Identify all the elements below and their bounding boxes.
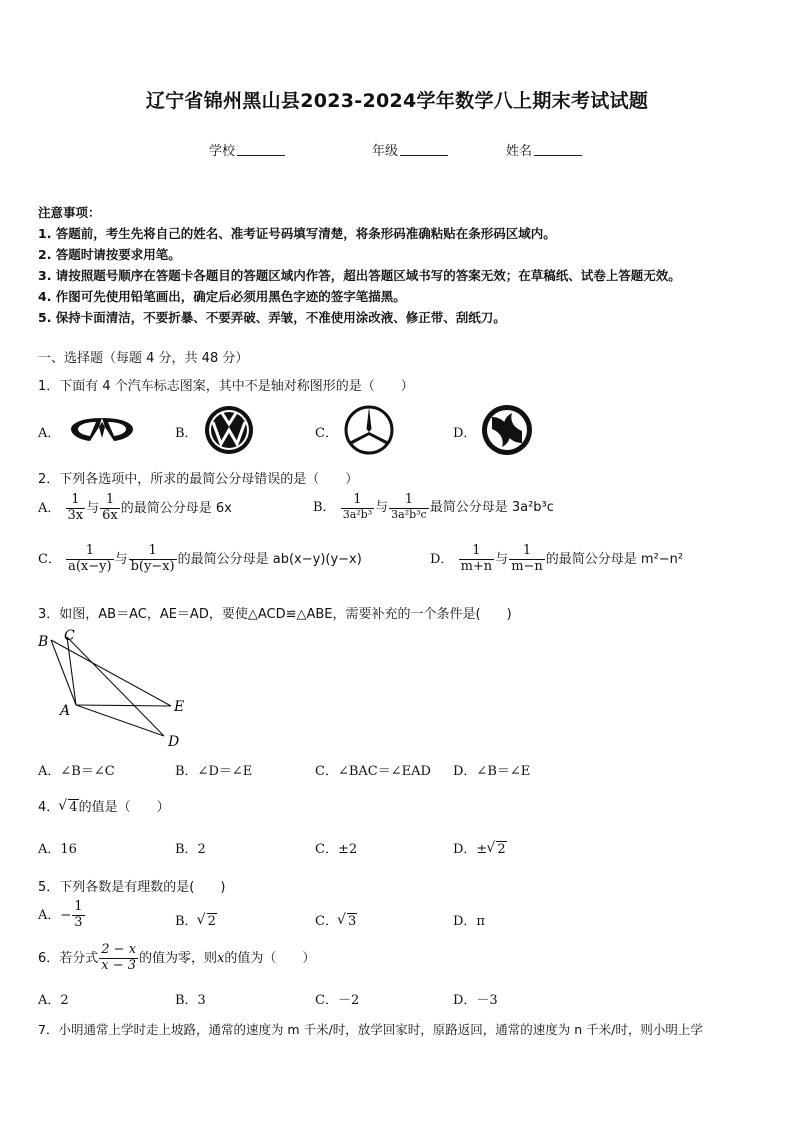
segment-be xyxy=(51,640,171,706)
q2-c-f1-num: 1 xyxy=(85,543,94,558)
q1-option-d-label: D． xyxy=(453,426,477,441)
q2-d-f2-num: 1 xyxy=(522,543,532,558)
segment-ae xyxy=(76,705,171,706)
q4-option-d xyxy=(453,838,507,857)
q1-option-b-label: B． xyxy=(175,426,198,441)
segment-cd xyxy=(67,637,164,736)
q2-option-b xyxy=(313,493,554,522)
q2-c-tail: 的最简公分母是 ab(x−y)(y−x) xyxy=(177,551,362,567)
q1-option-a-label: A． xyxy=(38,426,61,441)
q6-option-d: D．－3 xyxy=(453,993,498,1008)
q5-c-sqrt xyxy=(338,914,357,929)
q2-c-fraction-2 xyxy=(129,544,177,575)
q2-a-f1-den: 3x xyxy=(67,507,84,523)
q2-b-fraction-2 xyxy=(389,493,429,522)
note-item-3: 3. 请按照题号顺序在答题卡各题目的答题区域内作答，超出答题区域书写的答案无效；在草稿纸、试卷上答题无效。 xyxy=(38,268,681,283)
q6-mid: 的值为零，则 xyxy=(139,950,218,966)
q2-d-label: D． xyxy=(430,551,454,567)
q6-option-c: C．－2 xyxy=(315,993,360,1008)
volkswagen-logo-icon xyxy=(204,405,254,455)
notes-heading: 注意事项： xyxy=(38,205,101,220)
q5-a-fraction xyxy=(72,900,84,931)
triangle-figure xyxy=(34,626,194,752)
q2-option-c xyxy=(38,544,362,575)
q6-fraction xyxy=(99,943,138,974)
q2-d-mid: 与 xyxy=(495,551,509,567)
q2-c-fraction-1 xyxy=(66,544,113,575)
q2-a-mid: 与 xyxy=(86,500,100,516)
point-label-b: B xyxy=(38,634,49,650)
q6-var: x xyxy=(217,950,225,966)
q2-b-f2-den: 3a²b³c xyxy=(391,507,427,521)
q2-d-fraction-2 xyxy=(509,544,545,575)
segment-ad xyxy=(76,705,164,736)
mercedes-logo-icon xyxy=(343,404,395,456)
q2-a-label: A． xyxy=(38,500,61,516)
infiniti-logo-icon xyxy=(68,410,136,448)
q4-radicand: 4 xyxy=(69,800,78,815)
school-label: 学校 xyxy=(209,144,236,159)
grade-field[interactable] xyxy=(372,140,448,159)
q2-c-f1-den: a(x−y) xyxy=(68,558,112,574)
grade-blank[interactable] xyxy=(400,143,448,156)
q6-option-a: A．2 xyxy=(38,993,69,1008)
q2-b-label: B． xyxy=(313,499,336,515)
q2-a-f2-den: 6x xyxy=(102,507,118,523)
q2-a-f1-num: 1 xyxy=(71,492,80,507)
q6-option-b: B．3 xyxy=(175,993,206,1008)
name-blank[interactable] xyxy=(534,143,582,156)
q2-d-f2-den: m−n xyxy=(511,558,543,574)
note-item-5: 5. 保持卡面清洁，不要折暴、不要弄破、弄皱，不准使用涂改液、修正带、刮纸刀。 xyxy=(38,310,506,325)
q2-d-tail: 的最简公分母是 m²−n² xyxy=(545,551,684,567)
q2-a-fraction-1 xyxy=(66,493,86,524)
point-label-e: E xyxy=(174,699,185,715)
q5-option-d: D．π xyxy=(453,914,485,929)
q3-option-b: B．∠D＝∠E xyxy=(175,764,253,779)
q5-a-label: A．− xyxy=(38,907,72,923)
q2-b-f2-num: 1 xyxy=(404,492,414,507)
q1-option-c-label: C． xyxy=(315,426,338,441)
q2-b-fraction-1 xyxy=(341,493,374,522)
q2-c-mid: 与 xyxy=(114,551,128,567)
q3-option-d: D．∠B＝∠E xyxy=(453,764,531,779)
grade-label: 年级 xyxy=(372,144,399,159)
note-item-1: 1. 答题前，考生先将自己的姓名、准考证号码填写清楚，将条形码准确粘贴在条形码区域内。 xyxy=(38,226,556,241)
q2-d-fraction-1 xyxy=(459,544,495,575)
question-6-stem xyxy=(38,943,315,974)
q6-prefix: 6．若分式 xyxy=(38,950,99,966)
question-5-stem: 5．下列各数是有理数的是( ) xyxy=(38,880,226,895)
q4-d-label: D．± xyxy=(453,842,488,857)
q2-d-f1-num: 1 xyxy=(472,543,481,558)
q4-option-a: A．16 xyxy=(38,842,77,857)
section-heading: 一、选择题（每题 4 分，共 48 分） xyxy=(38,351,249,366)
question-7-stem: 7．小明通常上学时走上坡路，通常的速度为 m 千米/时，放学回家时，原路返回，通常的速度为 n 千米/时，则小明上学 xyxy=(38,1022,703,1037)
q5-c-radicand: 3 xyxy=(347,914,357,929)
q5-b-sqrt xyxy=(198,914,217,929)
q2-a-fraction-2 xyxy=(100,493,120,524)
q4-option-c: C．±2 xyxy=(315,842,358,857)
q5-a-num: 1 xyxy=(74,899,83,914)
page-title: 辽宁省锦州黑山县2023-2024学年数学八上期末考试试题 xyxy=(145,90,649,112)
q5-option-c xyxy=(315,910,357,929)
q2-c-label: C． xyxy=(38,551,61,567)
q4-d-radicand: 2 xyxy=(497,842,506,857)
q2-d-f1-den: m+n xyxy=(460,558,493,574)
point-label-a: A xyxy=(60,703,71,719)
q5-c-label: C． xyxy=(315,914,338,929)
q6-num: 2 − x xyxy=(101,942,137,957)
question-2-stem: 2．下列各选项中，所求的最简公分母错误的是（ ） xyxy=(38,472,359,487)
q4-sqrt xyxy=(59,800,78,815)
q2-b-f1-den: 3a²b³ xyxy=(342,507,373,521)
q5-option-a xyxy=(38,900,86,931)
q2-c-f2-den: b(y−x) xyxy=(130,558,175,574)
q6-suffix: 的值为（ ） xyxy=(224,950,316,966)
school-blank[interactable] xyxy=(237,143,285,156)
q5-b-label: B． xyxy=(175,914,198,929)
q4-option-b: B．2 xyxy=(175,842,206,857)
q2-option-a xyxy=(38,493,232,524)
q5-a-den: 3 xyxy=(74,914,83,930)
q2-a-tail: 的最简公分母是 6x xyxy=(120,500,232,516)
name-label: 姓名 xyxy=(506,144,533,159)
q2-c-f2-num: 1 xyxy=(148,543,157,558)
q2-b-tail: 最简公分母是 3a²b³c xyxy=(429,499,554,515)
point-label-c: C xyxy=(64,628,75,644)
note-item-4: 4. 作图可先使用铅笔画出，确定后必须用黑色字迹的签字笔描黑。 xyxy=(38,289,406,304)
q5-option-b xyxy=(175,910,217,929)
q4-prefix: 4． xyxy=(38,800,60,815)
question-4-stem xyxy=(38,796,170,815)
q3-option-a: A．∠B＝∠C xyxy=(38,764,115,779)
q6-den: x − 3 xyxy=(101,957,137,973)
question-1-stem: 1．下面有 4 个汽车标志图案，其中不是轴对称图形的是（ ） xyxy=(38,379,414,394)
question-3-stem: 3．如图，AB＝AC，AE＝AD，要使△ACD≌△ABE，需要补充的一个条件是( ) xyxy=(38,607,512,622)
q5-b-radicand: 2 xyxy=(207,914,216,929)
q2-b-mid: 与 xyxy=(375,499,389,515)
name-field[interactable] xyxy=(506,140,582,159)
dongfeng-logo-icon xyxy=(480,403,534,457)
q2-option-d xyxy=(430,544,683,575)
q2-b-f1-num: 1 xyxy=(353,492,362,507)
q4-d-sqrt xyxy=(487,842,506,857)
school-field[interactable] xyxy=(209,140,285,159)
q3-option-c: C．∠BAC＝∠EAD xyxy=(315,764,431,779)
q2-a-f2-num: 1 xyxy=(105,492,115,507)
point-label-d: D xyxy=(168,734,180,750)
q4-suffix: 的值是（ ） xyxy=(78,800,170,815)
note-item-2: 2. 答题时请按要求用笔。 xyxy=(38,247,181,262)
